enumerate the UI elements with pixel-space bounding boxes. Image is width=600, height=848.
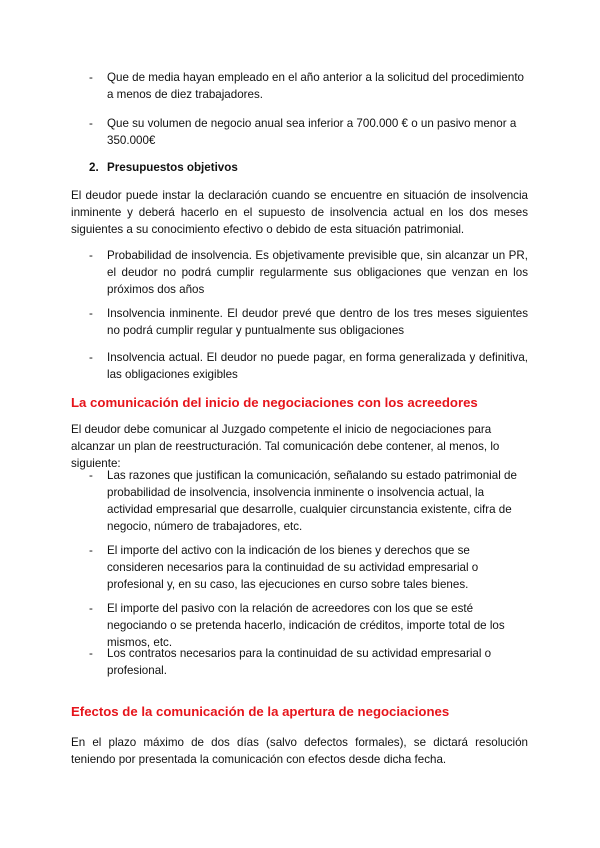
list-bullet: - <box>89 249 93 262</box>
heading-title: Presupuestos objetivos <box>107 161 238 174</box>
list-item: El importe del pasivo con la relación de acreedores con los que se esté negociando o se pretenda hacerlo, indicación de créditos, importe total de los mismos, etc. <box>107 602 505 649</box>
list-bullet: - <box>89 544 93 557</box>
list-bullet: - <box>89 71 93 84</box>
list-bullet: - <box>89 307 93 320</box>
list-item: Que de media hayan empleado en el año anterior a la solicitud del procedimiento a menos de diez trabajadores. <box>107 71 524 101</box>
list-bullet: - <box>89 602 93 615</box>
list-bullet: - <box>89 647 93 660</box>
paragraph: El deudor puede instar la declaración cuando se encuentre en situación de insolvencia inminente y deberá hacerlo en el supuesto de insolvencia actual en los dos meses siguientes a su conocimiento efectivo o debido de esta situación patrimonial. <box>71 189 528 236</box>
list-item: Los contratos necesarios para la continuidad de su actividad empresarial o profesional. <box>107 647 492 677</box>
paragraph: El deudor debe comunicar al Juzgado competente el inicio de negociaciones para alcanzar un plan de reestructuración. Tal comunicación debe contener, al menos, lo siguiente: <box>71 423 500 470</box>
heading-number: 2. <box>89 161 99 174</box>
list-bullet: - <box>89 117 93 130</box>
subsection-heading <box>89 159 238 176</box>
list-item: El importe del activo con la indicación de los bienes y derechos que se consideren necesarios para la continuidad de su actividad empresarial o profesional y, en su caso, las ejecuciones en curso sobre tales bienes. <box>107 544 479 591</box>
paragraph: En el plazo máximo de dos días (salvo defectos formales), se dictará resolución teniendo por presentada la comunicación con efectos desde dicha fecha. <box>71 736 528 766</box>
section-title: Efectos de la comunicación de la apertura de negociaciones <box>71 704 450 719</box>
list-item: Insolvencia actual. El deudor no puede pagar, en forma generalizada y definitiva, las obligaciones exigibles <box>107 351 528 381</box>
list-item: Probabilidad de insolvencia. Es objetivamente previsible que, sin alcanzar un PR, el deudor no podrá cumplir regularmente sus obligaciones que venzan en los próximos dos años <box>107 249 528 296</box>
list-item: Insolvencia inminente. El deudor prevé que dentro de los tres meses siguientes no podrá cumplir regular y puntualmente sus obligaciones <box>107 307 528 337</box>
list-bullet: - <box>89 469 93 482</box>
list-item: Que su volumen de negocio anual sea inferior a 700.000 € o un pasivo menor a 350.000€ <box>107 117 517 147</box>
list-bullet: - <box>89 351 93 364</box>
list-item: Las razones que justifican la comunicación, señalando su estado patrimonial de probabilidad de insolvencia, insolvencia inminente o insolvencia actual, la actividad empresarial que desarrolle, cualquier circunstancia existente, cifra de negocio, número de trabajadores, etc. <box>107 469 517 533</box>
section-title: La comunicación del inicio de negociaciones con los acreedores <box>71 395 478 410</box>
